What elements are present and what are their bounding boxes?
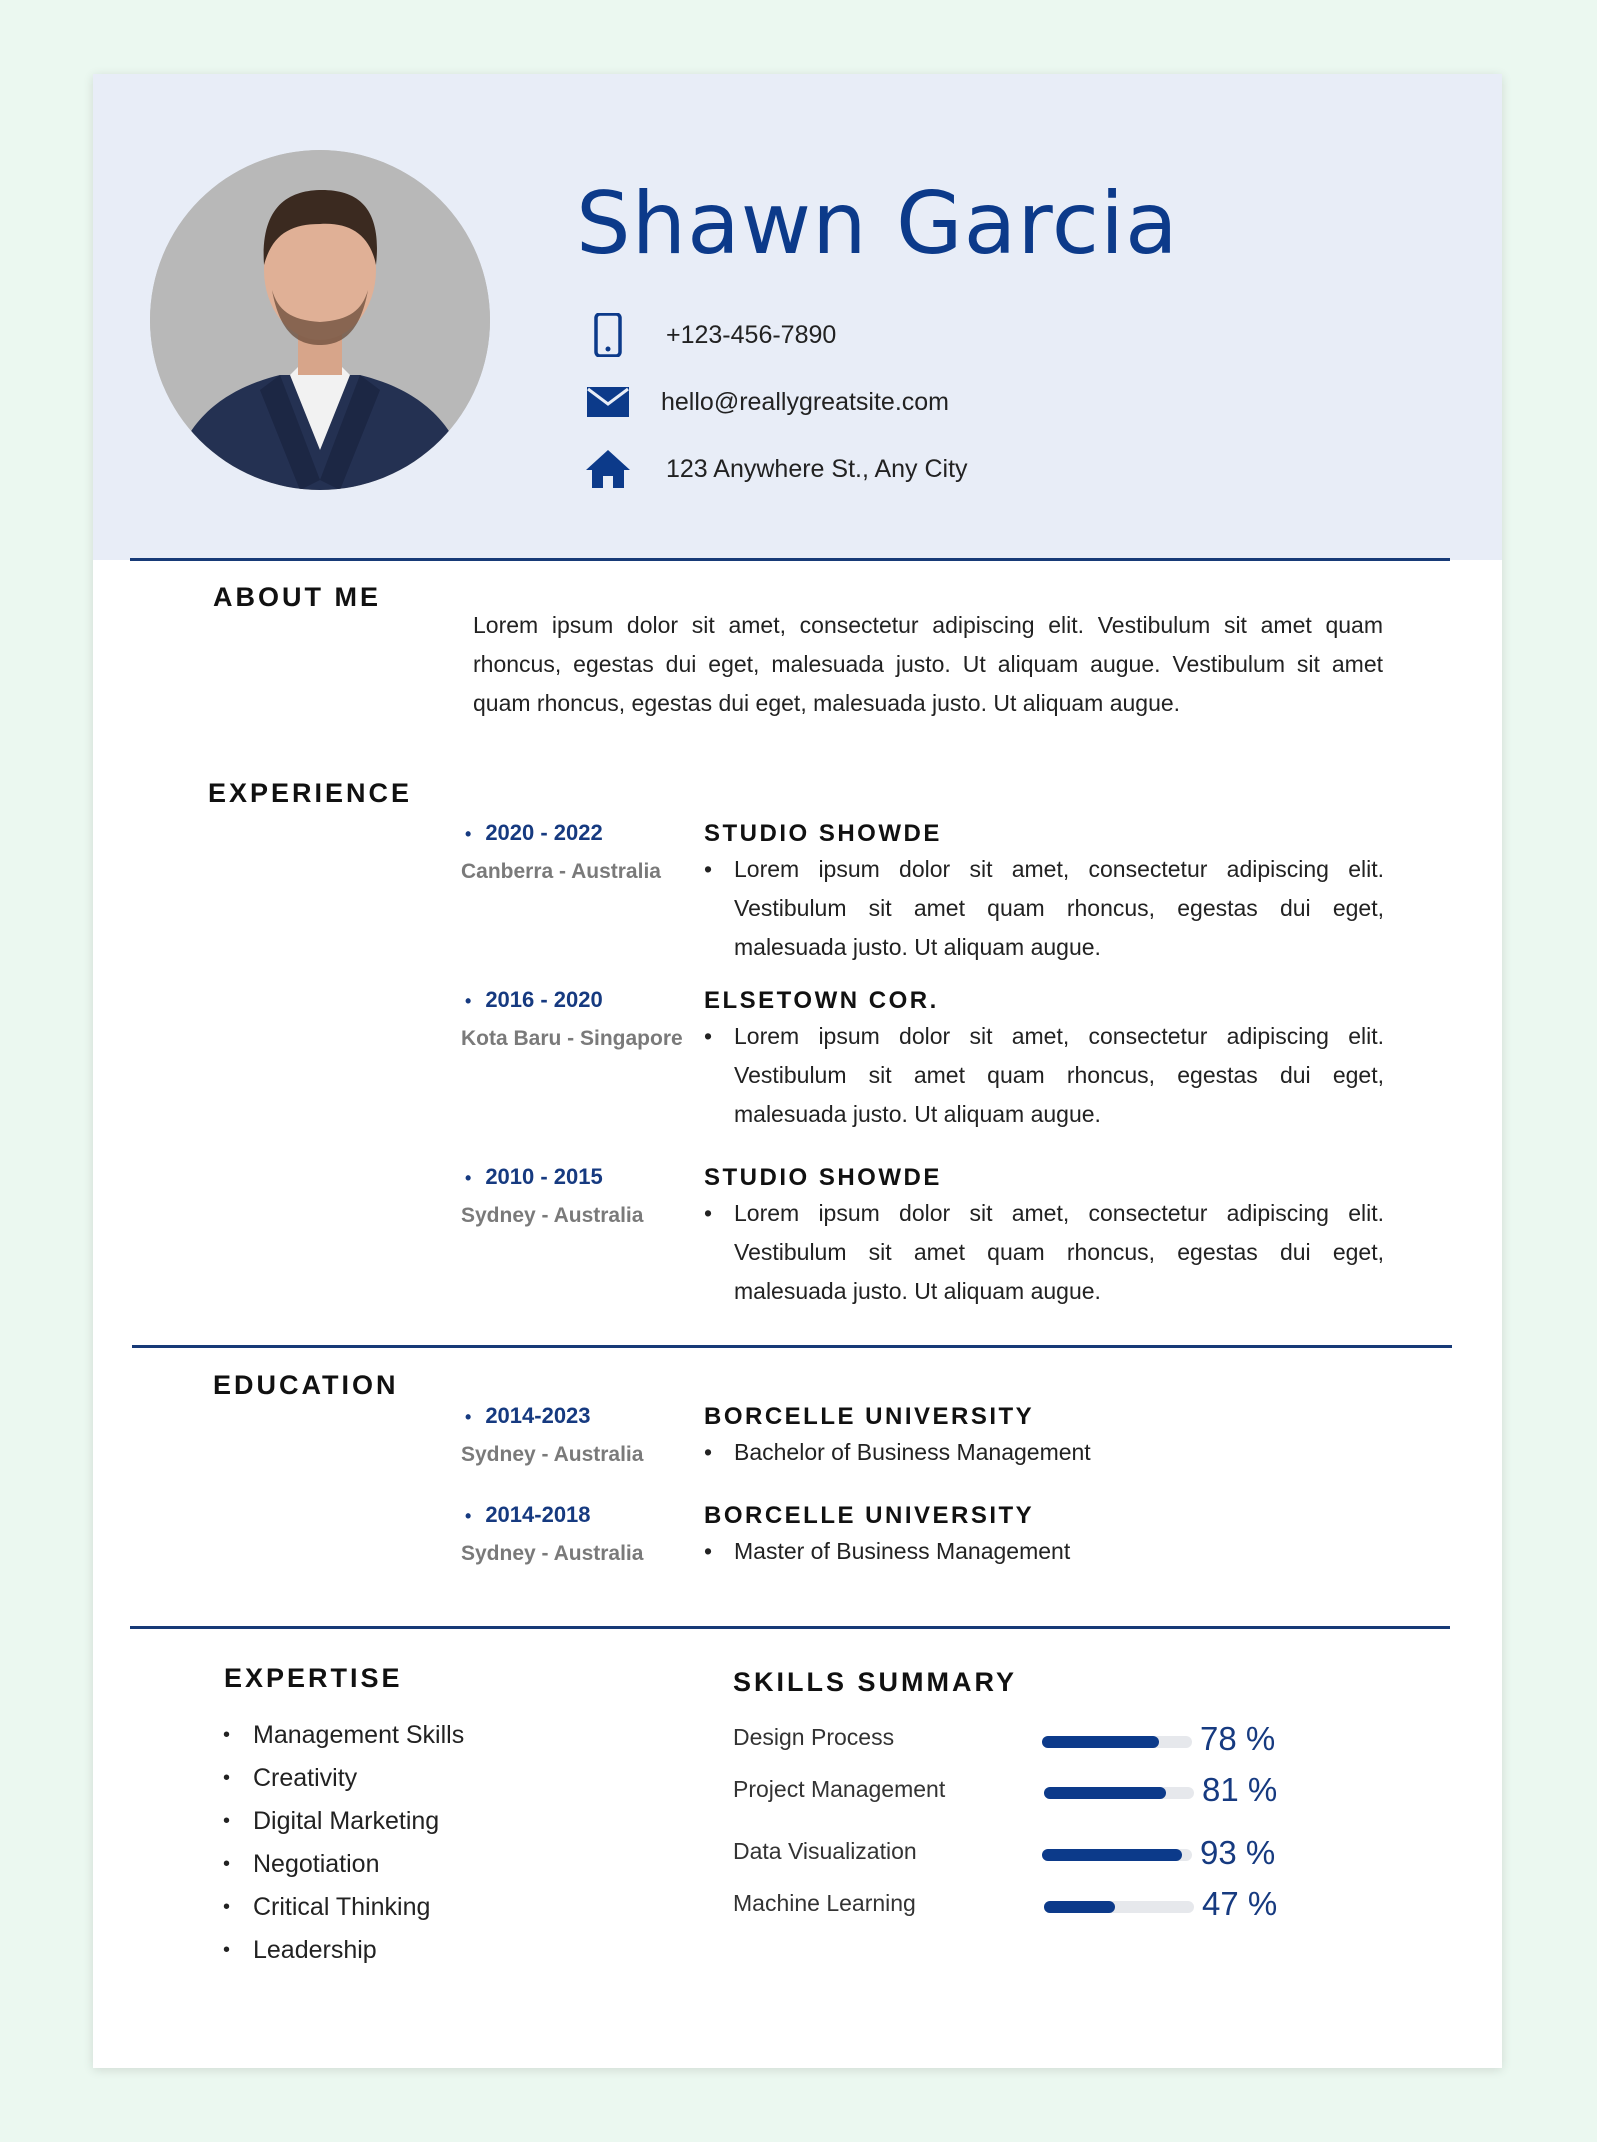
skill-label: Machine Learning bbox=[733, 1890, 916, 1916]
experience-company: ELSETOWN COR. bbox=[704, 987, 939, 1014]
education-degree: • Bachelor of Business Management bbox=[704, 1439, 1091, 1465]
skill-bar-fill bbox=[1044, 1901, 1115, 1913]
about-text: Lorem ipsum dolor sit amet, consectetur adipiscing elit. Vestibulum sit amet quam rhoncus, egestas dui eget, malesuada justo. Ut aliquam augue. Vestibulum sit amet quam rhoncus, egestas dui eget, malesuada justo. Ut aliquam augue. bbox=[473, 612, 1383, 716]
experience-title: EXPERIENCE bbox=[208, 778, 413, 808]
expertise-item: • Creativity bbox=[223, 1764, 358, 1792]
experience-dates: • 2020 - 2022 bbox=[465, 820, 603, 846]
experience-dates: • 2016 - 2020 bbox=[465, 987, 603, 1013]
expertise-item: • Critical Thinking bbox=[223, 1893, 431, 1921]
experience-location: Sydney - Australia bbox=[461, 1204, 644, 1227]
home-icon bbox=[583, 447, 633, 491]
experience-company: STUDIO SHOWDE bbox=[704, 820, 942, 847]
skill-label: Data Visualization bbox=[733, 1838, 917, 1864]
experience-description: • Lorem ipsum dolor sit amet, consectetur adipiscing elit. Vestibulum sit amet quam rhoncus, egestas dui eget, malesuada justo. Ut aliquam augue. bbox=[704, 1023, 1384, 1127]
resume-sheet bbox=[93, 74, 1502, 2068]
education-dates: • 2014-2018 bbox=[465, 1502, 591, 1528]
skill-bar-fill bbox=[1042, 1736, 1159, 1748]
education-school: BORCELLE UNIVERSITY bbox=[704, 1502, 1035, 1529]
experience-dates: • 2010 - 2015 bbox=[465, 1164, 603, 1190]
expertise-item: • Management Skills bbox=[223, 1721, 465, 1749]
expertise-list bbox=[223, 1714, 464, 1972]
education-location: Sydney - Australia bbox=[461, 1443, 644, 1466]
experience-description: • Lorem ipsum dolor sit amet, consectetur adipiscing elit. Vestibulum sit amet quam rhoncus, egestas dui eget, malesuada justo. Ut aliquam augue. bbox=[704, 856, 1384, 960]
skill-percent: 78 % bbox=[1200, 1720, 1276, 1757]
skill-bar bbox=[1042, 1849, 1192, 1861]
skill-percent: 47 % bbox=[1202, 1885, 1278, 1922]
education-degree: • Master of Business Management bbox=[704, 1538, 1071, 1564]
skill-bar bbox=[1042, 1736, 1192, 1748]
mail-icon bbox=[583, 380, 633, 424]
skill-label: Project Management bbox=[733, 1776, 946, 1802]
about-title: ABOUT ME bbox=[213, 582, 381, 612]
education-location: Sydney - Australia bbox=[461, 1542, 644, 1565]
contact-email bbox=[583, 382, 949, 422]
skill-bar bbox=[1044, 1901, 1194, 1913]
skills-title: SKILLS SUMMARY bbox=[733, 1667, 1017, 1697]
skill-label: Design Process bbox=[733, 1724, 895, 1750]
phone-icon bbox=[583, 313, 633, 357]
experience-company: STUDIO SHOWDE bbox=[704, 1164, 942, 1191]
skill-bar-fill bbox=[1042, 1849, 1182, 1861]
skill-percent: 93 % bbox=[1200, 1834, 1276, 1871]
skill-percent: 81 % bbox=[1202, 1771, 1278, 1808]
contact-phone bbox=[583, 315, 836, 355]
skill-bar bbox=[1044, 1787, 1194, 1799]
expertise-item: • Leadership bbox=[223, 1936, 377, 1964]
divider bbox=[130, 1626, 1450, 1629]
phone-text: +123-456-7890 bbox=[666, 320, 837, 349]
education-title: EDUCATION bbox=[213, 1370, 399, 1400]
address-text: 123 Anywhere St., Any City bbox=[666, 454, 968, 483]
education-dates: • 2014-2023 bbox=[465, 1403, 591, 1429]
expertise-item: • Negotiation bbox=[223, 1850, 380, 1878]
skill-bar-fill bbox=[1044, 1787, 1166, 1799]
email-text[interactable]: hello@reallygreatsite.com bbox=[661, 387, 950, 416]
experience-description: • Lorem ipsum dolor sit amet, consectetur adipiscing elit. Vestibulum sit amet quam rhoncus, egestas dui eget, malesuada justo. Ut aliquam augue. bbox=[704, 1200, 1384, 1304]
education-school: BORCELLE UNIVERSITY bbox=[704, 1403, 1035, 1430]
expertise-item: • Digital Marketing bbox=[223, 1807, 440, 1835]
divider bbox=[130, 558, 1450, 561]
expertise-title: EXPERTISE bbox=[224, 1663, 403, 1693]
experience-location: Canberra - Australia bbox=[461, 860, 661, 883]
experience-location: Kota Baru - Singapore bbox=[461, 1027, 683, 1050]
profile-photo bbox=[150, 150, 490, 490]
divider bbox=[132, 1345, 1452, 1348]
candidate-name: Shawn Garcia bbox=[576, 174, 1179, 274]
contact-address bbox=[583, 449, 968, 489]
